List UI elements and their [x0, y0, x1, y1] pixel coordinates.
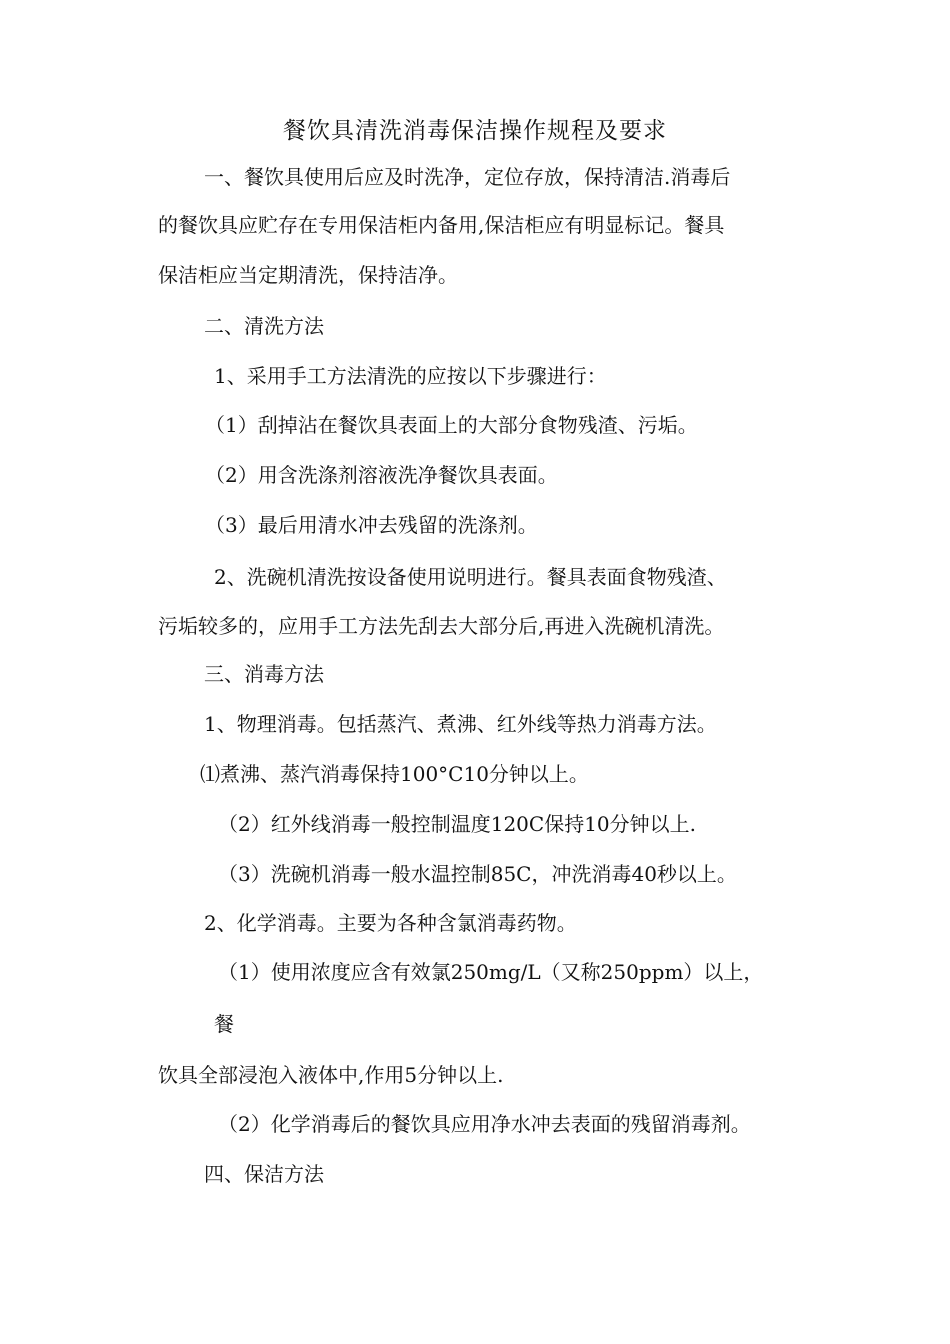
section-heading: 四、保洁方法: [204, 1162, 324, 1186]
list-item: （2）化学消毒后的餐饮具应用净水冲去表面的残留消毒剂。: [218, 1112, 751, 1136]
section-heading: 二、清洗方法: [204, 314, 324, 338]
paragraph-line: 一、餐饮具使用后应及时洗净，定位存放，保持清洁.消毒后: [204, 165, 731, 189]
list-item: （1）使用浓度应含有效氯250mg/L（又称250ppm）以上，: [218, 960, 764, 984]
list-item: ⑴煮沸、蒸汽消毒保持100°C10分钟以上。: [200, 762, 589, 786]
document-title: 餐饮具清洗消毒保洁操作规程及要求: [283, 118, 667, 144]
list-item: （2）红外线消毒一般控制温度120C保持10分钟以上.: [218, 812, 697, 836]
paragraph-line: 1、物理消毒。包括蒸汽、煮沸、红外线等热力消毒方法。: [204, 712, 717, 736]
paragraph-line: 污垢较多的，应用手工方法先刮去大部分后,再进入洗碗机清洗。: [158, 614, 725, 638]
paragraph-line: 饮具全部浸泡入液体中,作用5分钟以上.: [158, 1063, 504, 1087]
section-heading: 三、消毒方法: [204, 662, 324, 686]
list-item: （3）洗碗机消毒一般水温控制85C，冲洗消毒40秒以上。: [218, 862, 737, 886]
paragraph-line: 1、采用手工方法清洗的应按以下步骤进行：: [214, 364, 607, 388]
list-item: （2）用含洗涤剂溶液洗净餐饮具表面。: [205, 463, 558, 487]
paragraph-line: 2、化学消毒。主要为各种含氯消毒药物。: [204, 911, 577, 935]
list-item: （1）刮掉沾在餐饮具表面上的大部分食物残渣、污垢。: [205, 413, 698, 437]
paragraph-line: 的餐饮具应贮存在专用保洁柜内备用,保洁柜应有明显标记。餐具: [158, 213, 725, 237]
paragraph-line: 2、洗碗机清洗按设备使用说明进行。餐具表面食物残渣、: [214, 565, 727, 589]
list-item: （3）最后用清水冲去残留的洗涤剂。: [205, 513, 538, 537]
paragraph-line: 保洁柜应当定期清洗，保持洁净。: [158, 263, 458, 287]
paragraph-line: 餐: [214, 1012, 234, 1036]
